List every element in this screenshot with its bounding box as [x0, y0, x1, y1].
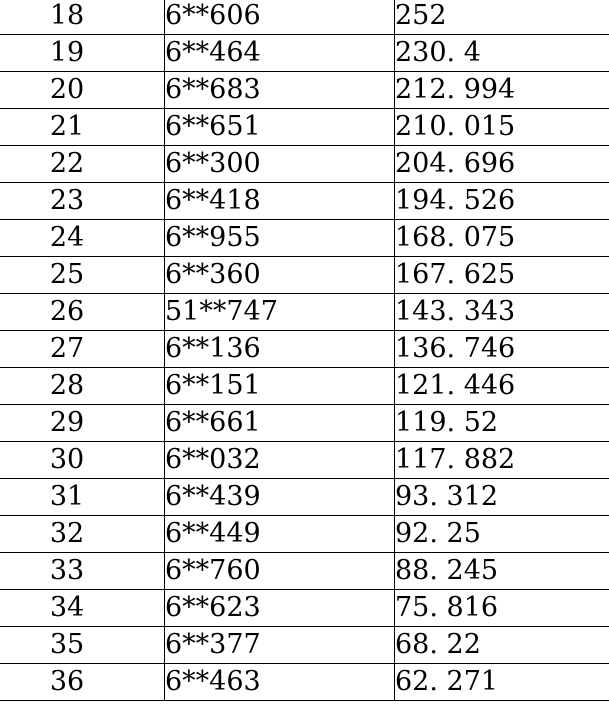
id-cell[interactable]: 6**136	[165, 331, 395, 368]
rank-cell[interactable]: 31	[0, 479, 165, 516]
id-cell[interactable]: 6**623	[165, 590, 395, 627]
id-cell[interactable]: 6**760	[165, 553, 395, 590]
table-row	[0, 294, 609, 331]
value-cell[interactable]: 88. 245	[395, 553, 609, 590]
id-cell[interactable]: 6**360	[165, 257, 395, 294]
value-cell[interactable]: 168. 075	[395, 220, 609, 257]
rank-cell[interactable]: 33	[0, 553, 165, 590]
rank-cell[interactable]: 27	[0, 331, 165, 368]
table-row	[0, 72, 609, 109]
id-cell[interactable]: 6**661	[165, 405, 395, 442]
table-row	[0, 405, 609, 442]
rank-cell[interactable]: 36	[0, 664, 165, 701]
value-cell[interactable]: 121. 446	[395, 368, 609, 405]
id-cell[interactable]: 6**464	[165, 35, 395, 72]
rank-cell[interactable]: 35	[0, 627, 165, 664]
value-cell[interactable]: 204. 696	[395, 146, 609, 183]
rank-cell[interactable]: 30	[0, 442, 165, 479]
value-cell[interactable]: 167. 625	[395, 257, 609, 294]
value-cell[interactable]: 212. 994	[395, 72, 609, 109]
table-row	[0, 664, 609, 701]
rank-cell[interactable]: 25	[0, 257, 165, 294]
id-cell[interactable]: 6**606	[165, 0, 395, 35]
table-row	[0, 35, 609, 72]
table-row	[0, 331, 609, 368]
rank-cell[interactable]: 24	[0, 220, 165, 257]
table-row	[0, 553, 609, 590]
rank-cell[interactable]: 20	[0, 72, 165, 109]
value-cell[interactable]: 68. 22	[395, 627, 609, 664]
table-row	[0, 442, 609, 479]
id-cell[interactable]: 6**300	[165, 146, 395, 183]
value-cell[interactable]: 210. 015	[395, 109, 609, 146]
id-cell[interactable]: 6**032	[165, 442, 395, 479]
table-row	[0, 109, 609, 146]
value-cell[interactable]: 252	[395, 0, 609, 35]
id-cell[interactable]: 51**747	[165, 294, 395, 331]
table-row	[0, 479, 609, 516]
rank-cell[interactable]: 28	[0, 368, 165, 405]
rank-cell[interactable]: 22	[0, 146, 165, 183]
id-cell[interactable]: 6**955	[165, 220, 395, 257]
table-row	[0, 627, 609, 664]
rank-cell[interactable]: 34	[0, 590, 165, 627]
table-row	[0, 516, 609, 553]
rank-cell[interactable]: 21	[0, 109, 165, 146]
table-row	[0, 0, 609, 35]
id-cell[interactable]: 6**651	[165, 109, 395, 146]
value-cell[interactable]: 143. 343	[395, 294, 609, 331]
rank-cell[interactable]: 18	[0, 0, 165, 35]
value-cell[interactable]: 93. 312	[395, 479, 609, 516]
rank-cell[interactable]: 29	[0, 405, 165, 442]
value-cell[interactable]: 62. 271	[395, 664, 609, 701]
id-cell[interactable]: 6**418	[165, 183, 395, 220]
id-cell[interactable]: 6**151	[165, 368, 395, 405]
id-cell[interactable]: 6**377	[165, 627, 395, 664]
id-cell[interactable]: 6**463	[165, 664, 395, 701]
table-row	[0, 368, 609, 405]
value-cell[interactable]: 117. 882	[395, 442, 609, 479]
table-row	[0, 183, 609, 220]
rank-cell[interactable]: 32	[0, 516, 165, 553]
rank-cell[interactable]: 19	[0, 35, 165, 72]
table-row	[0, 146, 609, 183]
value-cell[interactable]: 92. 25	[395, 516, 609, 553]
id-cell[interactable]: 6**439	[165, 479, 395, 516]
value-cell[interactable]: 75. 816	[395, 590, 609, 627]
id-cell[interactable]: 6**683	[165, 72, 395, 109]
value-cell[interactable]: 194. 526	[395, 183, 609, 220]
rank-cell[interactable]: 26	[0, 294, 165, 331]
table-row	[0, 590, 609, 627]
value-cell[interactable]: 119. 52	[395, 405, 609, 442]
table-row	[0, 220, 609, 257]
id-cell[interactable]: 6**449	[165, 516, 395, 553]
rank-cell[interactable]: 23	[0, 183, 165, 220]
table-row	[0, 257, 609, 294]
value-cell[interactable]: 136. 746	[395, 331, 609, 368]
value-cell[interactable]: 230. 4	[395, 35, 609, 72]
